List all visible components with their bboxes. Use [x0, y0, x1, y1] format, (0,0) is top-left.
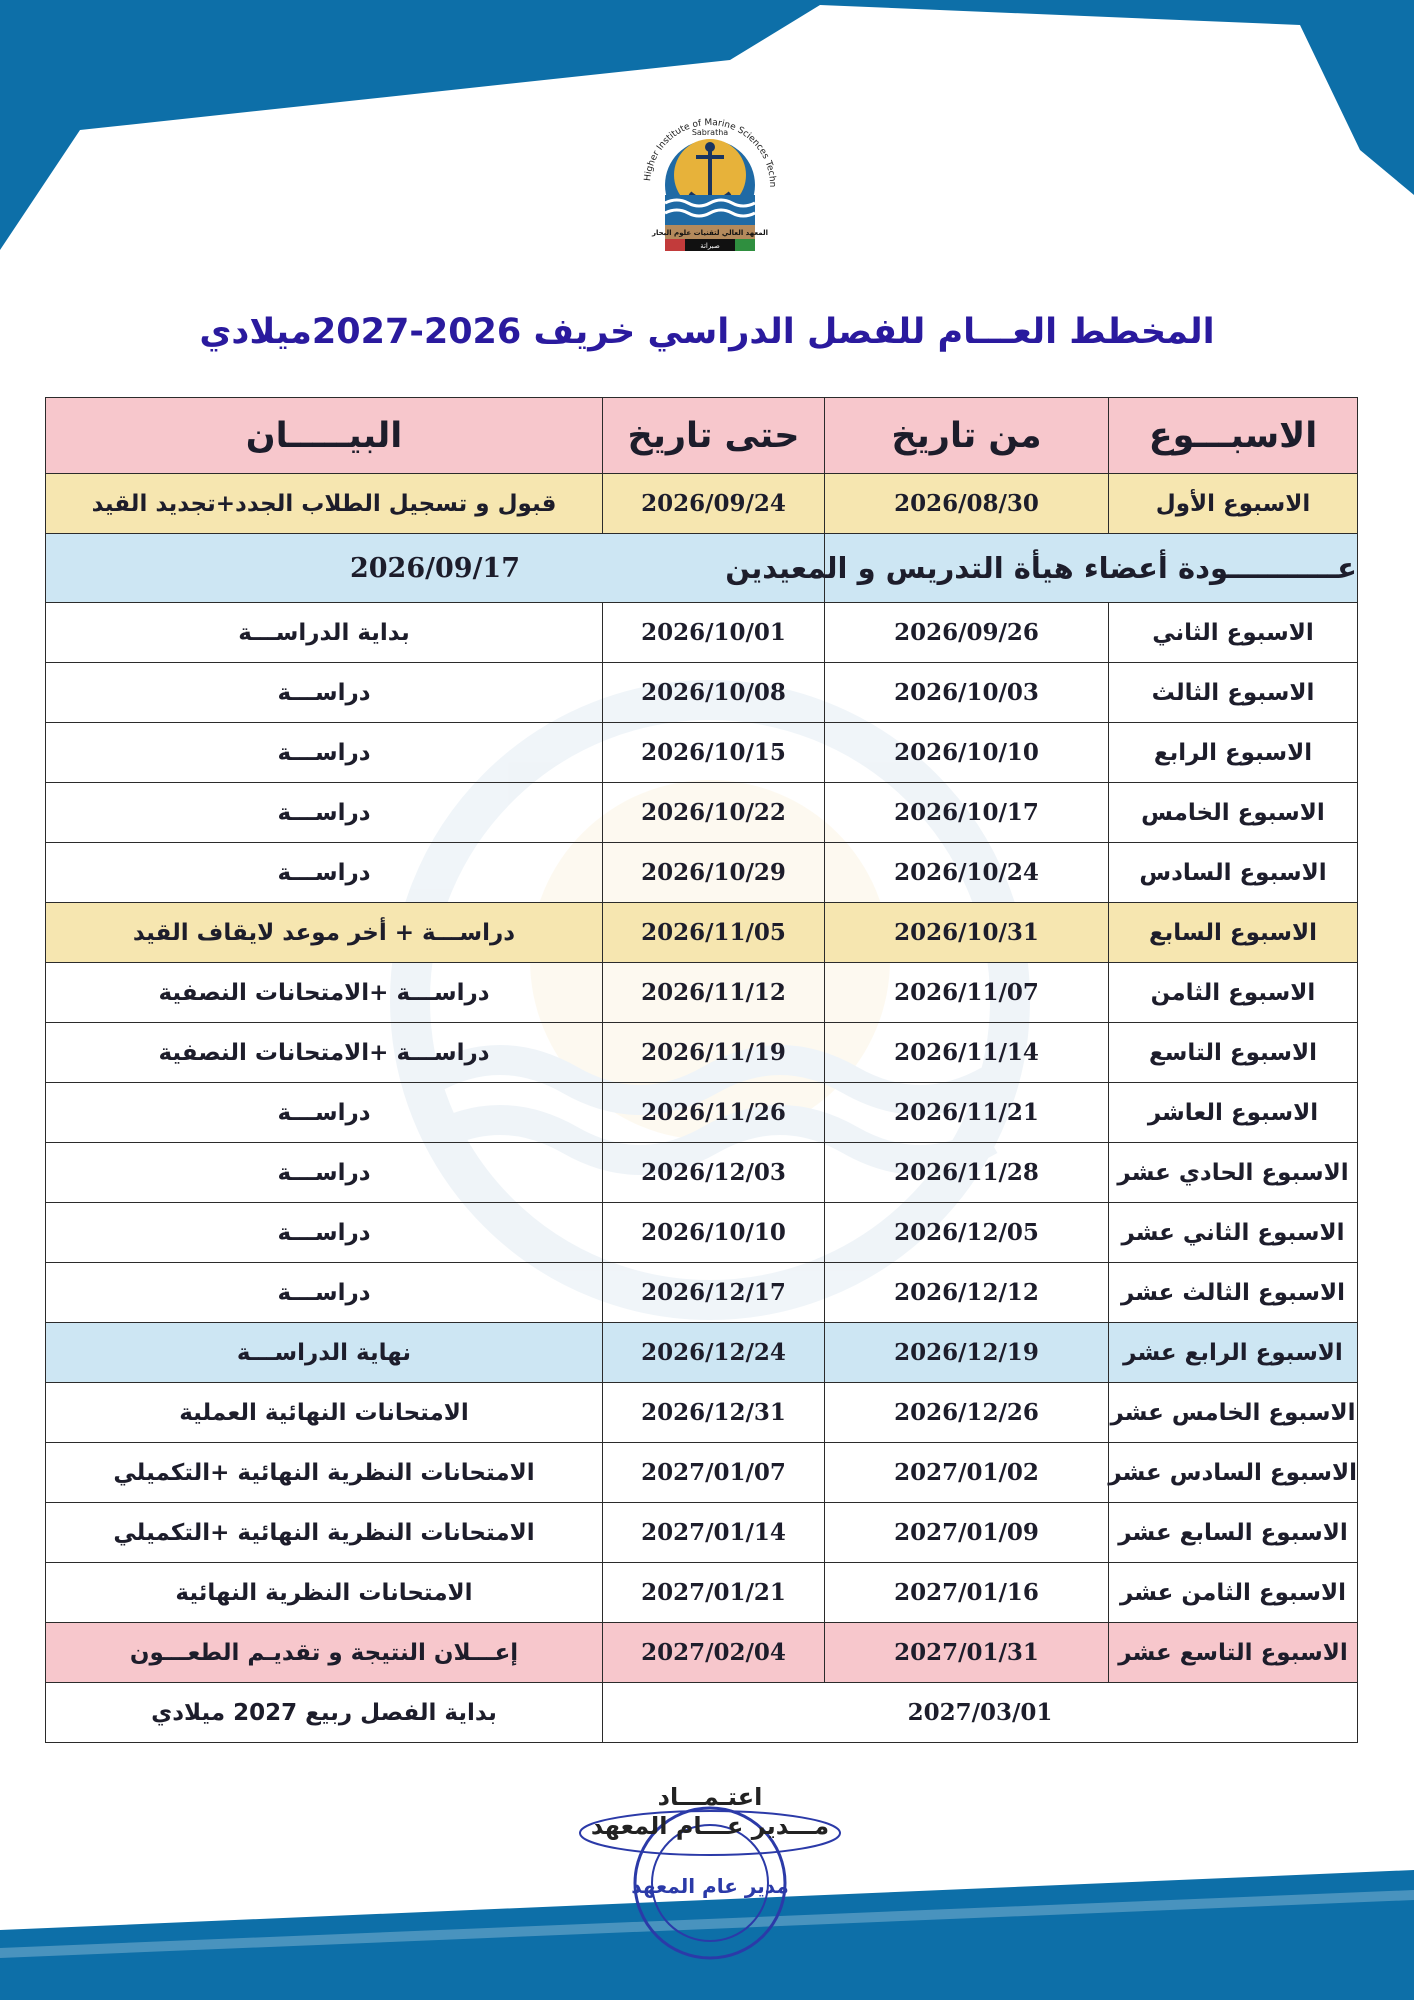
week-cell: الاسبوع الثاني عشر: [1109, 1203, 1358, 1263]
week-cell: الاسبوع السابع: [1109, 903, 1358, 963]
table-body: [46, 474, 1358, 1743]
table-row: [46, 1683, 1358, 1743]
week-cell: الاسبوع الثالث: [1109, 663, 1358, 723]
note-cell: دراســـة: [46, 663, 603, 723]
week-cell: الاسبوع العاشر: [1109, 1083, 1358, 1143]
note-cell: دراســـة: [46, 1263, 603, 1323]
from-date-cell: 2027/01/31: [825, 1623, 1109, 1683]
note-cell: الامتحانات النظرية النهائية +التكميلي: [46, 1443, 603, 1503]
table-row: [46, 1203, 1358, 1263]
table-row: [46, 474, 1358, 534]
staff-return-note: عـــــــــــودة أعضاء هيأة التدريس و المعيدين: [825, 534, 1358, 603]
note-cell: دراســـة: [46, 1203, 603, 1263]
note-cell: دراســـة: [46, 843, 603, 903]
signature-block: [560, 1783, 860, 1841]
to-date-cell: 2027/01/14: [603, 1503, 825, 1563]
note-cell: دراســـة +الامتحانات النصفية: [46, 1023, 603, 1083]
table-row: [46, 1383, 1358, 1443]
week-cell: الاسبوع السادس: [1109, 843, 1358, 903]
table-row: [46, 783, 1358, 843]
note-cell: نهاية الدراســـة: [46, 1323, 603, 1383]
table-row: [46, 1023, 1358, 1083]
note-cell: دراســـة: [46, 723, 603, 783]
to-date-cell: 2027/01/07: [603, 1443, 825, 1503]
from-date-cell: 2027/01/16: [825, 1563, 1109, 1623]
week-cell: الاسبوع السابع عشر: [1109, 1503, 1358, 1563]
week-cell: الاسبوع الحادي عشر: [1109, 1143, 1358, 1203]
logo-arabic-name: المعهد العالي لتقنيات علوم البحار: [651, 229, 769, 237]
to-date-cell: 2026/10/22: [603, 783, 825, 843]
from-date-cell: 2026/10/03: [825, 663, 1109, 723]
week-cell: الاسبوع السادس عشر: [1109, 1443, 1358, 1503]
from-date-cell: 2026/11/07: [825, 963, 1109, 1023]
note-cell: قبول و تسجيل الطلاب الجدد+تجديد القيد: [46, 474, 603, 534]
institute-logo: [620, 95, 800, 275]
approval-label: اعتـمـــاد: [657, 1783, 763, 1811]
page-title: المخطط العـــام للفصل الدراسي خريف 2026-2027ميلادي: [199, 312, 1215, 352]
header-note: البيـــــان: [46, 398, 603, 474]
from-date-cell: 2026/11/28: [825, 1143, 1109, 1203]
logo-english-city: Sabratha: [691, 128, 729, 137]
to-date-cell: 2026/10/08: [603, 663, 825, 723]
to-date-cell: 2026/12/17: [603, 1263, 825, 1323]
from-date-cell: 2026/12/12: [825, 1263, 1109, 1323]
week-cell: الاسبوع الرابع: [1109, 723, 1358, 783]
to-date-cell: 2027/01/21: [603, 1563, 825, 1623]
staff-return-date: 2026/09/17: [46, 534, 825, 603]
table-header-row: [46, 398, 1358, 474]
from-date-cell: 2026/10/10: [825, 723, 1109, 783]
table-row: [46, 1323, 1358, 1383]
note-cell: الامتحانات النظرية النهائية: [46, 1563, 603, 1623]
table-row: [46, 1503, 1358, 1563]
table-row: [46, 903, 1358, 963]
to-date-cell: 2026/11/19: [603, 1023, 825, 1083]
table-row: [46, 1143, 1358, 1203]
to-date-cell: 2026/12/24: [603, 1323, 825, 1383]
to-date-cell: 2026/10/01: [603, 603, 825, 663]
logo-arabic-city: صبراتة: [700, 242, 720, 250]
week-cell: الاسبوع الثامن عشر: [1109, 1563, 1358, 1623]
table-row: [46, 663, 1358, 723]
note-cell: دراســـة + أخر موعد لايقاف القيد: [46, 903, 603, 963]
from-date-cell: 2027/01/02: [825, 1443, 1109, 1503]
note-cell: دراســـة: [46, 1083, 603, 1143]
from-date-cell: 2026/08/30: [825, 474, 1109, 534]
from-date-cell: 2026/11/21: [825, 1083, 1109, 1143]
note-cell: الامتحانات النهائية العملية: [46, 1383, 603, 1443]
to-date-cell: 2026/12/03: [603, 1143, 825, 1203]
table-row: [46, 963, 1358, 1023]
week-cell: الاسبوع الأول: [1109, 474, 1358, 534]
spring-start-date: 2027/03/01: [603, 1683, 1358, 1743]
week-cell: الاسبوع التاسع: [1109, 1023, 1358, 1083]
table-row: [46, 1263, 1358, 1323]
to-date-cell: 2027/02/04: [603, 1623, 825, 1683]
week-cell: الاسبوع الخامس: [1109, 783, 1358, 843]
week-cell: الاسبوع التاسع عشر: [1109, 1623, 1358, 1683]
director-label: مـــدير عـــام المعهد: [590, 1811, 830, 1840]
from-date-cell: 2026/11/14: [825, 1023, 1109, 1083]
table-row: [46, 1563, 1358, 1623]
to-date-cell: 2026/09/24: [603, 474, 825, 534]
note-cell: دراســـة: [46, 783, 603, 843]
note-cell: دراســـة: [46, 1143, 603, 1203]
table-row: [46, 603, 1358, 663]
from-date-cell: 2026/12/26: [825, 1383, 1109, 1443]
to-date-cell: 2026/11/12: [603, 963, 825, 1023]
week-cell: الاسبوع الثالث عشر: [1109, 1263, 1358, 1323]
header-week: الاسبـــوع: [1109, 398, 1358, 474]
header-from-date: من تاريخ: [825, 398, 1109, 474]
to-date-cell: 2026/10/10: [603, 1203, 825, 1263]
stamp-text: مدير عام المعهد: [631, 1874, 789, 1898]
table-row: [46, 1443, 1358, 1503]
spring-start-note: بداية الفصل ربيع 2027 ميلادي: [46, 1683, 603, 1743]
note-cell: الامتحانات النظرية النهائية +التكميلي: [46, 1503, 603, 1563]
from-date-cell: 2026/10/17: [825, 783, 1109, 843]
note-cell: إعـــلان النتيجة و تقديـم الطعـــون: [46, 1623, 603, 1683]
from-date-cell: 2026/12/19: [825, 1323, 1109, 1383]
table-row: [46, 534, 1358, 603]
to-date-cell: 2026/10/15: [603, 723, 825, 783]
note-cell: دراســـة +الامتحانات النصفية: [46, 963, 603, 1023]
table-row: [46, 1083, 1358, 1143]
week-cell: الاسبوع الثاني: [1109, 603, 1358, 663]
to-date-cell: 2026/11/26: [603, 1083, 825, 1143]
table-row: [46, 1623, 1358, 1683]
from-date-cell: 2026/12/05: [825, 1203, 1109, 1263]
table-row: [46, 723, 1358, 783]
from-date-cell: 2026/10/31: [825, 903, 1109, 963]
header-to-date: حتى تاريخ: [603, 398, 825, 474]
week-cell: الاسبوع الرابع عشر: [1109, 1323, 1358, 1383]
week-cell: الاسبوع الخامس عشر: [1109, 1383, 1358, 1443]
note-cell: بداية الدراســـة: [46, 603, 603, 663]
logo-english-text: Higher Institute of Marine Sciences Techn: [643, 117, 778, 188]
to-date-cell: 2026/11/05: [603, 903, 825, 963]
from-date-cell: 2026/09/26: [825, 603, 1109, 663]
to-date-cell: 2026/12/31: [603, 1383, 825, 1443]
table-row: [46, 843, 1358, 903]
week-cell: الاسبوع الثامن: [1109, 963, 1358, 1023]
from-date-cell: 2026/10/24: [825, 843, 1109, 903]
to-date-cell: 2026/10/29: [603, 843, 825, 903]
semester-plan-table: [45, 397, 1358, 1743]
from-date-cell: 2027/01/09: [825, 1503, 1109, 1563]
